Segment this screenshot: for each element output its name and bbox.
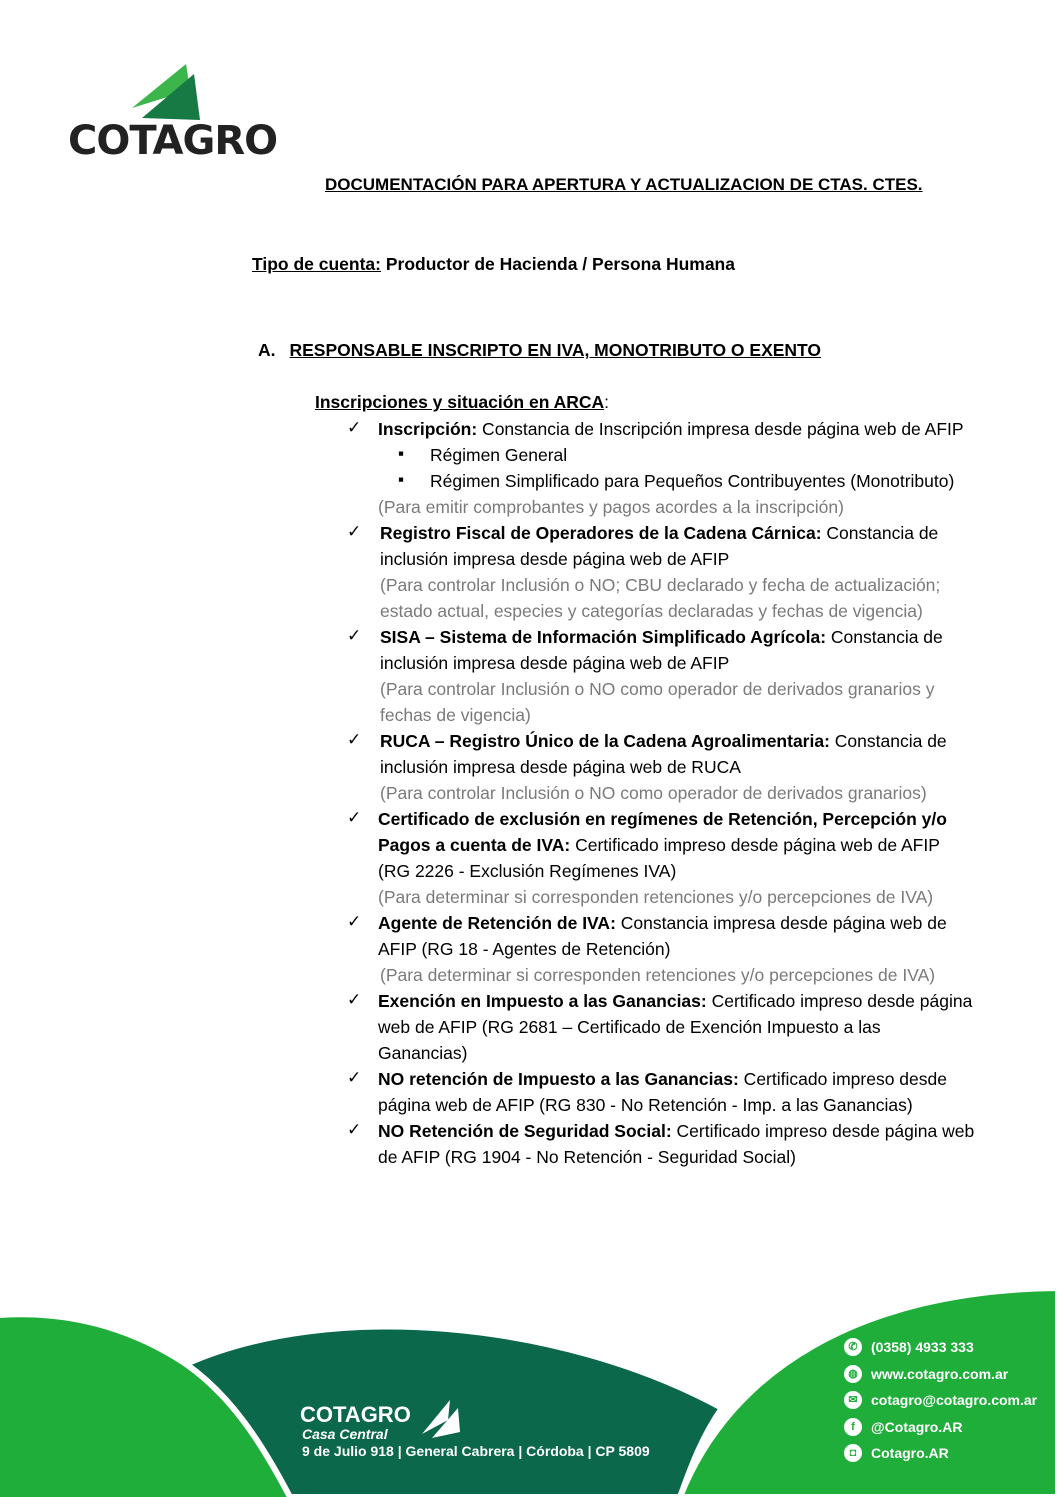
checkmark-icon: ✓ xyxy=(347,626,362,645)
item-text: Certificado impreso desde página web xyxy=(671,1121,975,1141)
cotagro-logo-text: COTAGRO xyxy=(68,118,278,164)
item-title: RUCA – Registro Único de la Cadena Agroalimentaria: xyxy=(380,731,830,751)
list-note xyxy=(380,676,934,702)
checkmark-icon: ✓ xyxy=(347,912,362,931)
contact-text[interactable]: @Cotagro.AR xyxy=(871,1418,963,1435)
item-text: Certificado impreso desde página web de AFIP xyxy=(570,835,940,855)
list-item xyxy=(378,858,676,884)
item-text: (Para determinar si corresponden retenciones y/o percepciones de IVA) xyxy=(380,965,936,985)
list-note xyxy=(380,572,940,598)
item-text: Constancia de Inscripción impresa desde página web de AFIP xyxy=(477,419,964,439)
list-item xyxy=(430,468,954,494)
item-title: Agente de Retención de IVA: xyxy=(378,913,616,933)
item-text: Certificado impreso desde página xyxy=(706,991,973,1011)
checkmark-icon: ✓ xyxy=(347,1120,362,1139)
list-item xyxy=(378,1144,796,1170)
section-letter: A. xyxy=(258,340,276,360)
list-note xyxy=(378,494,844,520)
item-text: Certificado impreso desde xyxy=(738,1069,947,1089)
footer-branch: Casa Central xyxy=(302,1426,388,1442)
bullet-icon: ▪ xyxy=(398,444,405,463)
list-item xyxy=(380,624,943,650)
list-item xyxy=(378,832,940,858)
list-item xyxy=(378,988,972,1014)
item-text: (RG 2226 - Exclusión Regímenes IVA) xyxy=(378,861,677,881)
subsection-heading xyxy=(315,392,609,413)
item-text: Constancia de xyxy=(821,523,939,543)
bullet-icon: ▪ xyxy=(398,470,405,489)
item-title: SISA – Sistema de Información Simplificado Agrícola: xyxy=(380,627,827,647)
item-text: Constancia impresa desde página web de xyxy=(615,913,947,933)
item-text: (Para controlar Inclusión o NO como operador de derivados granarios y xyxy=(380,679,935,699)
list-item xyxy=(378,416,964,442)
list-item xyxy=(380,754,741,780)
item-text: inclusión impresa desde página web de AFIP xyxy=(380,549,730,569)
item-text: (Para emitir comprobantes y pagos acordes a la inscripción) xyxy=(378,497,844,517)
item-text: Ganancias) xyxy=(378,1043,468,1063)
subsection-title: Inscripciones y situación en ARCA xyxy=(315,392,605,412)
item-text: estado actual, especies y categorías declaradas y fechas de vigencia) xyxy=(380,601,923,621)
list-item xyxy=(380,728,947,754)
item-text: Régimen Simplificado para Pequeños Contribuyentes (Monotributo) xyxy=(430,471,955,491)
list-item xyxy=(378,1118,974,1144)
item-title: NO retención de Impuesto a las Ganancias: xyxy=(378,1069,739,1089)
list-note xyxy=(380,702,531,728)
item-title: Inscripción: xyxy=(378,419,478,439)
account-type xyxy=(252,254,735,275)
item-title: NO Retención de Seguridad Social: xyxy=(378,1121,672,1141)
item-title: Exención en Impuesto a las Ganancias: xyxy=(378,991,707,1011)
item-text: inclusión impresa desde página web de AFIP xyxy=(380,653,730,673)
item-title: Certificado de exclusión en regímenes de Retención, Percepción y/o xyxy=(378,809,947,829)
phone-icon: ✆ xyxy=(844,1338,862,1356)
item-text: (Para determinar si corresponden retenciones y/o percepciones de IVA) xyxy=(378,887,934,907)
item-title: Pagos a cuenta de IVA: xyxy=(378,835,571,855)
list-item xyxy=(380,650,729,676)
item-title: Registro Fiscal de Operadores de la Cadena Cárnica: xyxy=(380,523,822,543)
facebook-icon: f xyxy=(844,1418,862,1436)
item-text: página web de AFIP (RG 830 - No Retención - Imp. a las Ganancias) xyxy=(378,1095,913,1115)
list-item xyxy=(378,936,670,962)
item-text: inclusión impresa desde página web de RUCA xyxy=(380,757,741,777)
checkmark-icon: ✓ xyxy=(347,418,362,437)
list-item xyxy=(378,910,947,936)
mail-icon: ✉ xyxy=(844,1391,862,1409)
footer-brand: COTAGRO xyxy=(300,1402,411,1427)
contact-text[interactable]: cotagro@cotagro.com.ar xyxy=(871,1392,1038,1408)
footer-address: 9 de Julio 918 | General Cabrera | Córdoba | CP 5809 xyxy=(302,1443,650,1459)
contact-text[interactable]: (0358) 4933 333 xyxy=(871,1339,974,1355)
item-text: web de AFIP (RG 2681 – Certificado de Exención Impuesto a las xyxy=(378,1017,881,1037)
checkmark-icon: ✓ xyxy=(347,730,362,749)
subsection-suffix: : xyxy=(604,392,610,412)
account-type-label: Tipo de cuenta: xyxy=(252,254,381,274)
item-text: Constancia de xyxy=(826,627,943,647)
globe-icon: ◍ xyxy=(844,1365,862,1383)
item-text: Régimen General xyxy=(430,445,568,465)
list-item xyxy=(380,520,938,546)
checkmark-icon: ✓ xyxy=(347,990,362,1009)
list-item xyxy=(378,806,947,832)
contact-text[interactable]: www.cotagro.com.ar xyxy=(871,1365,1009,1382)
list-item xyxy=(378,1040,468,1066)
footer-logo-mark xyxy=(418,1398,462,1438)
instagram-icon: ◘ xyxy=(844,1444,862,1462)
list-note xyxy=(380,780,927,806)
list-item xyxy=(378,1066,947,1092)
section-title: RESPONSABLE INSCRIPTO EN IVA, MONOTRIBUTO O EXENTO xyxy=(289,340,822,360)
footer-background xyxy=(0,1280,1058,1497)
checkmark-icon: ✓ xyxy=(347,1068,362,1087)
item-text: Constancia de xyxy=(829,731,947,751)
list-note xyxy=(380,598,923,624)
list-note xyxy=(378,884,933,910)
account-type-value: Productor de Hacienda / Persona Humana xyxy=(381,254,735,274)
contact-text[interactable]: Cotagro.AR xyxy=(871,1445,949,1461)
list-item xyxy=(380,546,729,572)
item-text: (Para controlar Inclusión o NO; CBU declarado y fecha de actualización; xyxy=(380,575,941,595)
item-text: fechas de vigencia) xyxy=(380,705,531,725)
list-note xyxy=(380,962,935,988)
section-a-heading xyxy=(258,340,821,361)
checkmark-icon: ✓ xyxy=(347,808,362,827)
item-text: (Para controlar Inclusión o NO como operador de derivados granarios) xyxy=(380,783,927,803)
item-text: AFIP (RG 18 - Agentes de Retención) xyxy=(378,939,671,959)
checkmark-icon: ✓ xyxy=(347,522,362,541)
item-text: de AFIP (RG 1904 - No Retención - Seguridad Social) xyxy=(378,1147,796,1167)
list-item xyxy=(378,1014,881,1040)
list-item xyxy=(378,1092,913,1118)
document-title: DOCUMENTACIÓN PARA APERTURA Y ACTUALIZACION DE CTAS. CTES. xyxy=(325,175,923,194)
list-item xyxy=(430,442,567,468)
cotagro-logo-mark xyxy=(128,62,202,122)
